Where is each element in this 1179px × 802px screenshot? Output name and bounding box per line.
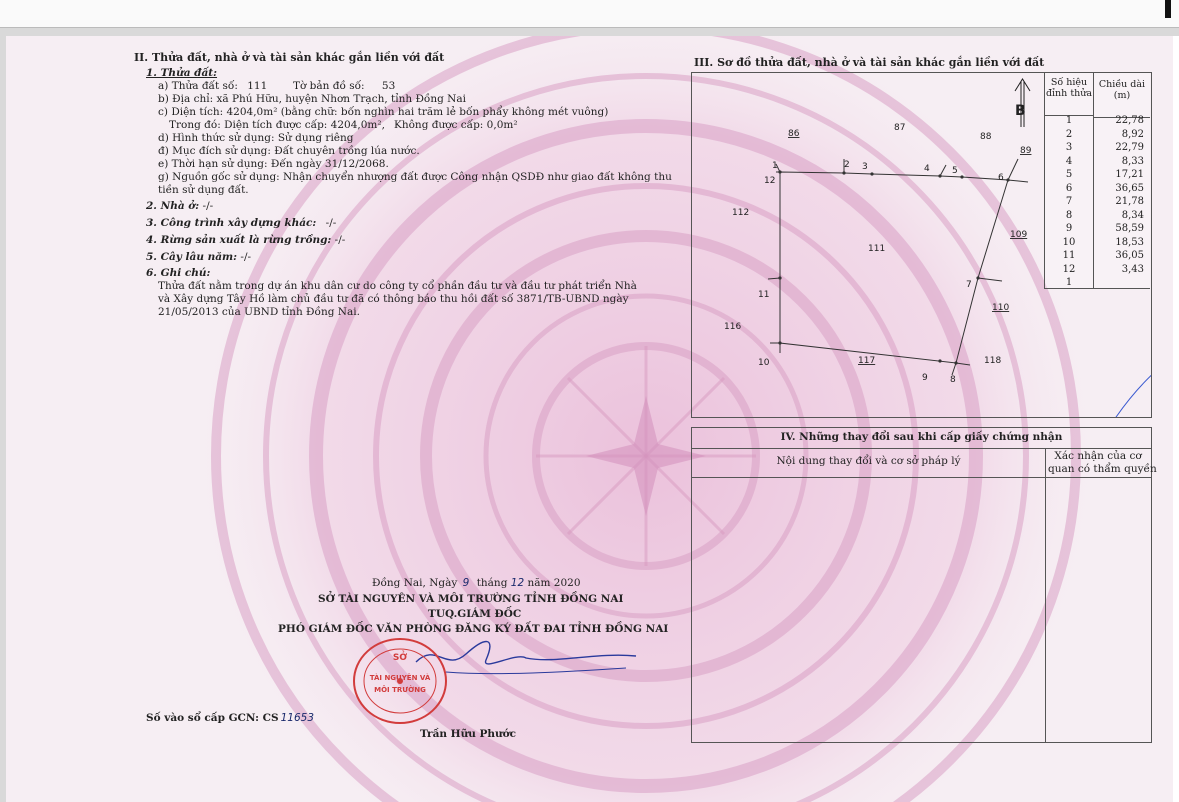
table-row — [1045, 196, 1150, 210]
section-4-rule — [692, 448, 1151, 449]
vertex-9: 9 — [922, 373, 928, 383]
parcel-111: 111 — [868, 244, 886, 254]
vertex-7: 7 — [966, 280, 972, 290]
map-sheet-label — [293, 80, 395, 93]
parcel-89: 89 — [1020, 146, 1032, 156]
date-day: 9 — [462, 577, 470, 589]
vertex-12: 12 — [764, 176, 776, 186]
address: b) Địa chỉ: xã Phú Hữu, huyện Nhơn Trạch, tỉnh Đồng Nai — [158, 93, 466, 105]
construction-row — [146, 217, 336, 230]
scan-right-edge — [1173, 36, 1179, 802]
date-year: năm 2020 — [527, 577, 581, 589]
section-4-title: IV. Những thay đổi sau khi cấp giấy chứng nhận — [780, 431, 1063, 443]
table-row — [1045, 237, 1150, 251]
table-row — [1045, 210, 1150, 224]
vertex-11: 11 — [758, 290, 770, 300]
section-3-title: III. Sơ đồ thửa đất, nhà ở và tài sản khác gắn liền với đất — [694, 56, 1045, 69]
table-row — [1045, 156, 1150, 170]
origin-line-2: tiền sử dụng đất. — [158, 184, 249, 196]
date-prefix: Đồng Nai, Ngày — [372, 577, 458, 589]
table-row — [1045, 264, 1150, 278]
stamp-mid-1: TÀI NGUYÊN VÀ — [369, 674, 431, 682]
vertex-2: 2 — [844, 160, 850, 170]
row-point: 7 — [1065, 196, 1073, 207]
forest-row — [146, 234, 345, 247]
sign-title: PHÓ GIÁM ĐỐC VĂN PHÒNG ĐĂNG KÝ ĐẤT ĐAI TỈNH ĐỒNG NAI — [278, 623, 669, 635]
section-4-head-rule — [692, 477, 1151, 478]
row-point: 3 — [1065, 142, 1073, 153]
row-point: 9 — [1065, 223, 1073, 234]
vertex-1: 1 — [772, 161, 778, 171]
house-row — [146, 200, 213, 213]
row-point: 8 — [1065, 209, 1073, 221]
table-row — [1045, 169, 1150, 183]
origin-line-1: g) Nguồn gốc sử dụng: Nhận chuyển nhượng đất được Công nhận QSDĐ như giao đất không thu — [158, 171, 672, 183]
row-point: 12 — [1062, 263, 1076, 275]
section-2-title: II. Thửa đất, nhà ở và tài sản khác gắn liền với đất — [134, 51, 445, 64]
map-number: 53 — [381, 80, 396, 92]
vertex-length-table — [1044, 73, 1150, 289]
row-length: 58,59 — [1115, 223, 1144, 234]
notes-line-1: Thửa đất nằm trong dự án khu dân cư do công ty cổ phần đầu tư và đầu tư phát triển Nhà — [158, 280, 637, 292]
table-header-length: Chiều dài (m) — [1094, 73, 1150, 118]
row-length: 21,78 — [1115, 196, 1144, 207]
vertex-8: 8 — [950, 375, 956, 385]
stamp-top: SỞ — [392, 653, 408, 663]
parcel-prefix: a) Thửa đất số: — [158, 80, 238, 92]
parcel-118: 118 — [984, 356, 1002, 366]
usage-term: e) Thời hạn sử dụng: Đến ngày 31/12/2068. — [158, 158, 389, 170]
parcel-87: 87 — [894, 123, 906, 133]
map-prefix: Tờ bản đồ số: — [293, 80, 365, 92]
forest-value: -/- — [334, 234, 346, 246]
certificate-page — [6, 36, 1173, 802]
house-value: -/- — [202, 200, 214, 212]
table-row — [1045, 223, 1150, 237]
signer-name: Trần Hữu Phước — [420, 728, 517, 740]
row-length: 18,53 — [1115, 236, 1144, 248]
parcel-86: 86 — [788, 129, 800, 139]
row-length: 17,21 — [1115, 169, 1144, 180]
usage-purpose: đ) Mục đích sử dụng: Đất chuyên trồng lúa nước. — [158, 145, 420, 157]
row-length: 36,65 — [1115, 182, 1144, 194]
area-detail: Trong đó: Diện tích được cấp: 4204,0m², — [169, 119, 385, 131]
row-point: 1 — [1065, 115, 1073, 126]
table-row — [1045, 183, 1150, 197]
perennial-heading: 5. Cây lâu năm: — [146, 251, 238, 263]
row-point: 10 — [1062, 236, 1076, 248]
row-length: 8,33 — [1121, 155, 1144, 167]
table-row — [1045, 115, 1150, 129]
official-stamp — [350, 636, 450, 726]
perennial-value: -/- — [240, 251, 252, 263]
row-point: 5 — [1065, 169, 1073, 180]
construction-value: -/- — [325, 217, 337, 229]
scan-edge-mark — [1165, 0, 1171, 18]
date-month: 12 — [510, 577, 525, 589]
table-row — [1045, 142, 1150, 156]
row-point: 1 — [1065, 277, 1073, 288]
col-content-header: Nội dung thay đổi và cơ sở pháp lý — [776, 455, 961, 467]
scan-top-strip — [0, 0, 1179, 28]
row-length: 8,34 — [1121, 209, 1144, 221]
table-row — [1045, 250, 1150, 264]
house-heading: 2. Nhà ở: — [146, 200, 200, 212]
notes-heading: 6. Ghi chú: — [146, 267, 211, 279]
vertex-10: 10 — [758, 358, 770, 368]
parcel-109: 109 — [1010, 230, 1028, 240]
ink-mark — [1112, 359, 1151, 417]
changes-section — [691, 427, 1157, 743]
parcel-116: 116 — [724, 322, 742, 332]
area: c) Diện tích: 4204,0m² (bằng chữ: bốn nghìn hai trăm lẻ bốn phẩy không mét vuông) — [158, 106, 609, 118]
sign-org: SỞ TÀI NGUYÊN VÀ MÔI TRƯỜNG TỈNH ĐỒNG NAI — [318, 593, 624, 605]
parcel-88: 88 — [980, 132, 992, 142]
stamp-mid-2: MÔI TRƯỜNG — [374, 686, 426, 694]
row-point: 11 — [1062, 250, 1076, 261]
cert-label: Số vào sổ cấp GCN: CS — [146, 712, 279, 724]
row-length: 22,78 — [1115, 115, 1144, 126]
cert-number: 11653 — [280, 712, 314, 724]
section-4-col-divider — [1045, 448, 1046, 742]
table-header-point: Số hiệu đỉnh thửa — [1045, 73, 1093, 116]
table-row — [1045, 277, 1150, 291]
parcel-117: 117 — [858, 356, 876, 366]
vertex-4: 4 — [924, 164, 930, 174]
table-row — [1045, 129, 1150, 143]
land-heading: 1. Thửa đất: — [146, 67, 218, 79]
col-confirm-header-1: Xác nhận của cơ — [1054, 450, 1142, 462]
parcel-112: 112 — [732, 208, 750, 218]
month-prefix: tháng — [476, 577, 508, 589]
vertex-3: 3 — [862, 162, 868, 172]
area-not-granted: Không được cấp: 0,0m² — [394, 119, 518, 131]
perennial-row — [146, 251, 251, 264]
row-point: 6 — [1065, 182, 1073, 194]
construction-heading: 3. Công trình xây dựng khác: — [146, 217, 317, 229]
parcel-110: 110 — [992, 303, 1010, 313]
row-point: 4 — [1065, 155, 1073, 167]
parcel-number-label — [158, 80, 267, 93]
usage-form: d) Hình thức sử dụng: Sử dụng riêng — [158, 132, 354, 144]
cert-register — [146, 712, 314, 725]
row-length: 36,05 — [1115, 250, 1144, 261]
parcel-number: 111 — [247, 80, 268, 92]
forest-heading: 4. Rừng sản xuất là rừng trồng: — [146, 234, 332, 246]
row-length: 8,92 — [1121, 128, 1144, 140]
row-length: 22,79 — [1115, 142, 1144, 153]
vertex-5: 5 — [952, 166, 958, 176]
col-confirm-header-2: quan có thẩm quyền — [1048, 463, 1157, 475]
row-length: 3,43 — [1121, 263, 1144, 275]
sign-on-behalf: TUQ.GIÁM ĐỐC — [428, 608, 522, 620]
vertex-6: 6 — [998, 173, 1004, 183]
notes-line-2: và Xây dựng Tây Hồ làm chủ đầu tư đã có thông báo thu hồi đất số 3871/TB-UBND ngày — [158, 293, 629, 305]
row-point: 2 — [1065, 128, 1073, 140]
notes-line-3: 21/05/2013 của UBND tỉnh Đồng Nai. — [158, 306, 360, 318]
north-label: B — [1015, 103, 1026, 119]
sign-date — [372, 577, 581, 590]
